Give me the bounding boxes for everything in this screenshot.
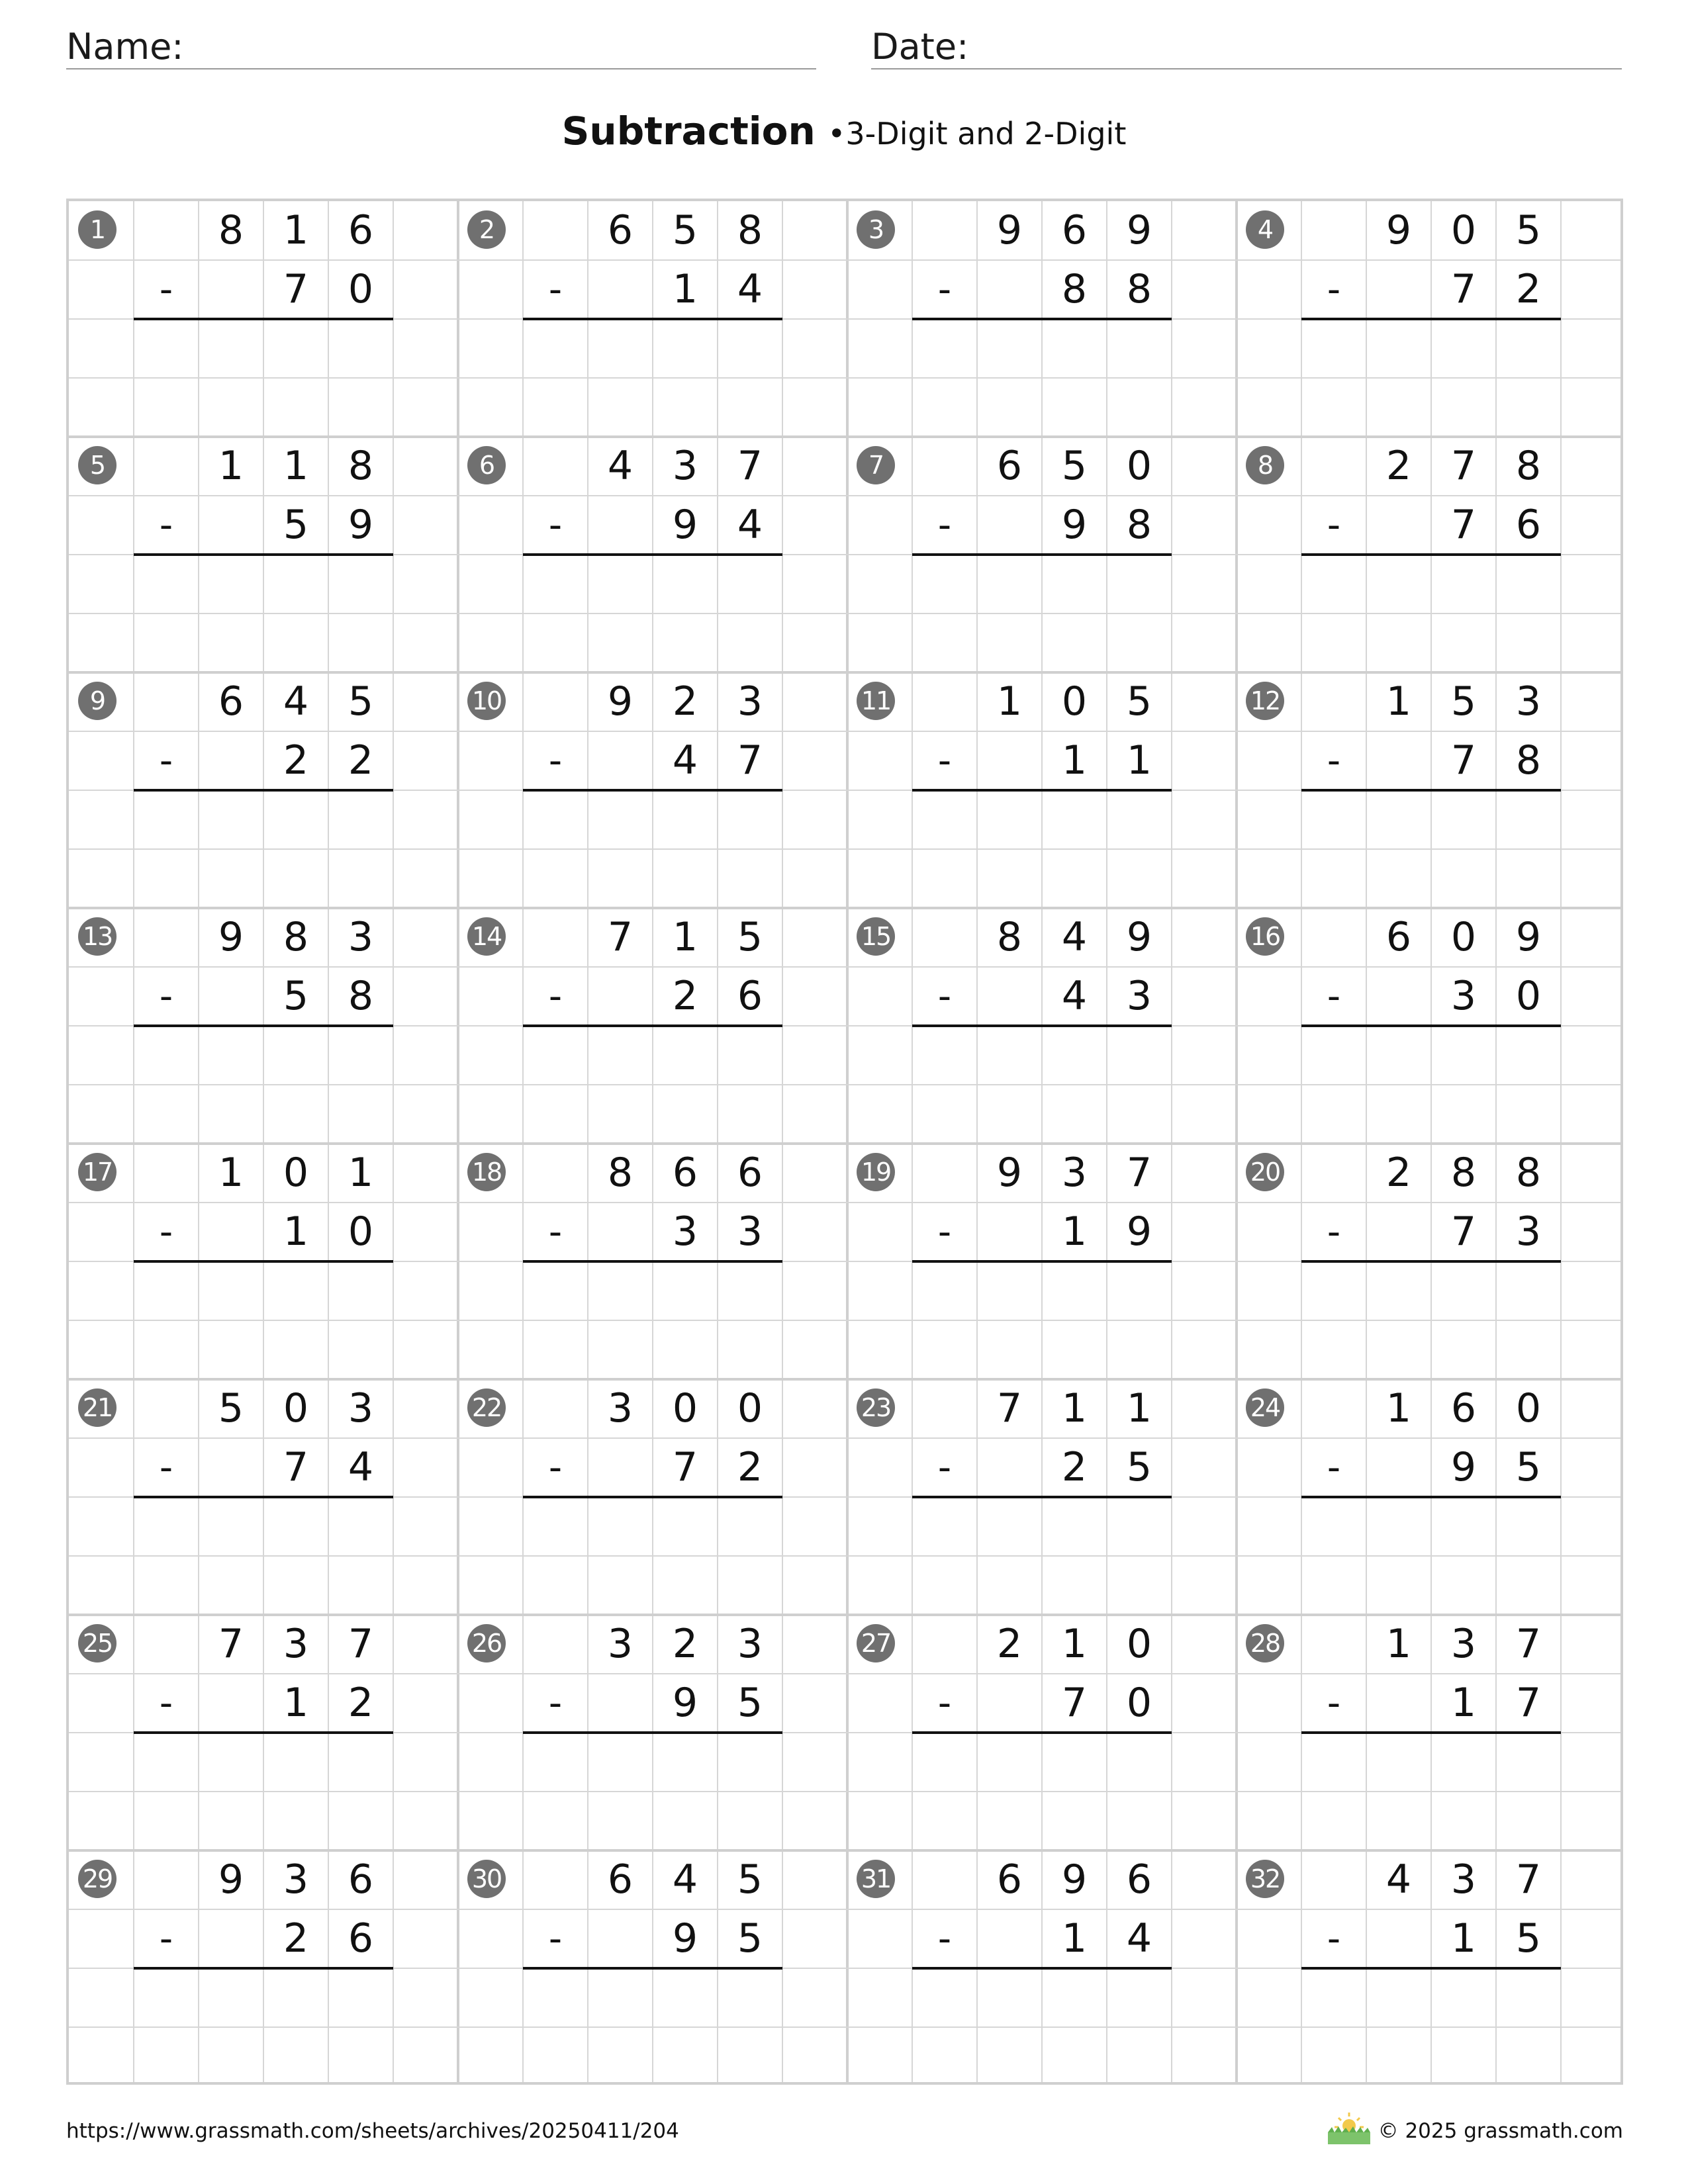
subtrahend-digit: 5: [1126, 1444, 1152, 1490]
answer-area[interactable]: [912, 1733, 1172, 1792]
grid-line-vertical: [457, 201, 459, 2082]
minuend-digit: 6: [672, 1150, 698, 1196]
minuend-digit: 8: [348, 443, 374, 489]
subtrahend-digit: 5: [737, 1680, 763, 1726]
minuend-digit: 0: [1126, 443, 1152, 489]
subtrahend-digit: 9: [1061, 502, 1088, 548]
subtrahend-digit: 8: [1126, 502, 1152, 548]
minus-sign: -: [1327, 268, 1341, 311]
minuend-digit: 3: [283, 1856, 309, 1903]
minuend-digit: 1: [1385, 678, 1412, 725]
problem-number-badge: 13: [78, 917, 117, 956]
minuend-digit: 8: [1515, 443, 1542, 489]
problem-number-badge: 23: [857, 1388, 895, 1427]
answer-area[interactable]: [134, 1968, 393, 2027]
minuend-digit: 6: [1126, 1856, 1152, 1903]
minuend-digit: 5: [737, 1856, 763, 1903]
problem-number-badge: 20: [1246, 1153, 1284, 1191]
problem-number-badge: 7: [857, 446, 895, 484]
minus-sign: -: [937, 504, 952, 547]
answer-area[interactable]: [134, 1733, 393, 1792]
minus-sign: -: [1327, 1446, 1341, 1489]
answer-area[interactable]: [912, 1968, 1172, 2027]
minuend-digit: 3: [348, 914, 374, 960]
subtrahend-digit: 3: [1450, 973, 1477, 1019]
minuend-digit: 3: [1450, 1856, 1477, 1903]
minuend-digit: 6: [1385, 914, 1412, 960]
minuend-digit: 2: [996, 1621, 1023, 1667]
minuend-digit: 7: [996, 1385, 1023, 1432]
minuend-digit: 1: [1126, 1385, 1152, 1432]
subtrahend-digit: 7: [1061, 1680, 1088, 1726]
minuend-digit: 8: [218, 207, 244, 253]
minuend-digit: 4: [1385, 1856, 1412, 1903]
minuend-digit: 1: [1385, 1385, 1412, 1432]
subtrahend-digit: 1: [283, 1680, 309, 1726]
minus-sign: -: [548, 504, 563, 547]
minuend-digit: 1: [1061, 1385, 1088, 1432]
subtrahend-digit: 4: [1061, 973, 1088, 1019]
subtrahend-digit: 7: [1450, 1208, 1477, 1255]
minus-sign: -: [1327, 975, 1341, 1018]
subtrahend-digit: 2: [283, 1915, 309, 1962]
minuend-digit: 5: [1450, 678, 1477, 725]
subtrahend-digit: 1: [1126, 737, 1152, 784]
answer-area[interactable]: [1301, 1026, 1561, 1085]
subtrahend-digit: 0: [348, 266, 374, 312]
answer-area[interactable]: [912, 1026, 1172, 1085]
subtrahend-digit: 7: [1450, 266, 1477, 312]
minuend-digit: 3: [737, 1621, 763, 1667]
minuend-digit: 7: [348, 1621, 374, 1667]
minuend-digit: 9: [218, 1856, 244, 1903]
name-label: Name:: [66, 26, 184, 68]
minuend-digit: 9: [996, 207, 1023, 253]
minus-sign: -: [159, 504, 173, 547]
minuend-digit: 3: [1061, 1150, 1088, 1196]
answer-area[interactable]: [523, 555, 782, 614]
minuend-digit: 1: [1061, 1621, 1088, 1667]
problem-number-badge: 22: [467, 1388, 506, 1427]
minuend-digit: 6: [348, 207, 374, 253]
minuend-digit: 0: [283, 1150, 309, 1196]
minuend-digit: 0: [283, 1385, 309, 1432]
minuend-digit: 4: [283, 678, 309, 725]
answer-area[interactable]: [134, 1497, 393, 1556]
minuend-digit: 8: [283, 914, 309, 960]
minuend-digit: 9: [1126, 207, 1152, 253]
subtrahend-digit: 2: [737, 1444, 763, 1490]
subtrahend-digit: 2: [283, 737, 309, 784]
answer-area[interactable]: [523, 1026, 782, 1085]
minuend-digit: 4: [672, 1856, 698, 1903]
answer-area[interactable]: [912, 555, 1172, 614]
minuend-digit: 5: [1061, 443, 1088, 489]
name-field-line[interactable]: [66, 68, 816, 69]
answer-area[interactable]: [523, 319, 782, 378]
subtrahend-digit: 0: [1126, 1680, 1152, 1726]
answer-area[interactable]: [134, 1261, 393, 1320]
minuend-digit: 1: [1385, 1621, 1412, 1667]
minuend-digit: 1: [283, 207, 309, 253]
grid-line-vertical: [912, 201, 913, 2082]
subtrahend-digit: 5: [1515, 1444, 1542, 1490]
subtrahend-digit: 8: [348, 973, 374, 1019]
minuend-digit: 3: [348, 1385, 374, 1432]
title-subtitle: 3-Digit and 2-Digit: [845, 116, 1127, 152]
minuend-digit: 7: [737, 443, 763, 489]
subtrahend-digit: 4: [737, 502, 763, 548]
answer-area[interactable]: [1301, 790, 1561, 849]
answer-area[interactable]: [523, 1733, 782, 1792]
answer-area[interactable]: [1301, 1968, 1561, 2027]
minuend-digit: 2: [672, 678, 698, 725]
subtrahend-digit: 9: [672, 1915, 698, 1962]
subtrahend-digit: 0: [348, 1208, 374, 1255]
subtrahend-digit: 4: [737, 266, 763, 312]
minus-sign: -: [548, 1446, 563, 1489]
minuend-digit: 6: [348, 1856, 374, 1903]
problem-number-badge: 12: [1246, 682, 1284, 720]
problem-number-badge: 5: [78, 446, 117, 484]
answer-area[interactable]: [1301, 1261, 1561, 1320]
minuend-digit: 8: [1515, 1150, 1542, 1196]
minuend-digit: 5: [1126, 678, 1152, 725]
subtrahend-digit: 7: [737, 737, 763, 784]
subtrahend-digit: 7: [1450, 737, 1477, 784]
minuend-digit: 6: [218, 678, 244, 725]
subtrahend-digit: 5: [283, 973, 309, 1019]
subtrahend-digit: 8: [1126, 266, 1152, 312]
minuend-digit: 7: [607, 914, 633, 960]
minuend-digit: 8: [607, 1150, 633, 1196]
worksheet-title: [0, 105, 1688, 160]
problem-number-badge: 25: [78, 1624, 117, 1662]
answer-area[interactable]: [523, 1497, 782, 1556]
minuend-digit: 0: [672, 1385, 698, 1432]
minuend-digit: 6: [1450, 1385, 1477, 1432]
minus-sign: -: [1327, 739, 1341, 782]
problem-number-badge: 3: [857, 210, 895, 249]
subtrahend-digit: 5: [1515, 1915, 1542, 1962]
grid-line-vertical: [1301, 201, 1302, 2082]
minuend-digit: 9: [996, 1150, 1023, 1196]
minuend-digit: 0: [737, 1385, 763, 1432]
answer-area[interactable]: [134, 790, 393, 849]
minuend-digit: 1: [348, 1150, 374, 1196]
minuend-digit: 1: [218, 443, 244, 489]
answer-area[interactable]: [134, 319, 393, 378]
minus-sign: -: [937, 268, 952, 311]
minus-sign: -: [159, 1210, 173, 1253]
minuend-digit: 9: [607, 678, 633, 725]
problem-number-badge: 11: [857, 682, 895, 720]
minuend-digit: 0: [1450, 914, 1477, 960]
minuend-digit: 3: [283, 1621, 309, 1667]
subtrahend-digit: 5: [283, 502, 309, 548]
minus-sign: -: [937, 739, 952, 782]
minuend-digit: 9: [1126, 914, 1152, 960]
subtrahend-digit: 3: [1126, 973, 1152, 1019]
answer-area[interactable]: [1301, 319, 1561, 378]
minus-sign: -: [159, 268, 173, 311]
problem-number-badge: 19: [857, 1153, 895, 1191]
minuend-digit: 1: [672, 914, 698, 960]
problem-number-badge: 27: [857, 1624, 895, 1662]
grass-sun-logo-icon: [1325, 2109, 1373, 2147]
minus-sign: -: [1327, 1682, 1341, 1725]
subtrahend-digit: 8: [1515, 737, 1542, 784]
subtrahend-digit: 2: [348, 1680, 374, 1726]
minus-sign: -: [1327, 504, 1341, 547]
minus-sign: -: [159, 1446, 173, 1489]
subtrahend-digit: 6: [737, 973, 763, 1019]
subtrahend-digit: 1: [1061, 1208, 1088, 1255]
problem-number-badge: 24: [1246, 1388, 1284, 1427]
problem-number-badge: 8: [1246, 446, 1284, 484]
grid-line-vertical: [846, 201, 849, 2082]
minus-sign: -: [159, 1682, 173, 1725]
minuend-digit: 6: [607, 207, 633, 253]
minuend-digit: 4: [607, 443, 633, 489]
subtrahend-digit: 3: [1515, 1208, 1542, 1255]
problem-number-badge: 14: [467, 917, 506, 956]
answer-area[interactable]: [912, 319, 1172, 378]
minuend-digit: 3: [737, 678, 763, 725]
problem-number-badge: 29: [78, 1860, 117, 1898]
subtrahend-digit: 1: [1061, 737, 1088, 784]
problem-number-badge: 6: [467, 446, 506, 484]
minuend-digit: 1: [283, 443, 309, 489]
minus-sign: -: [159, 975, 173, 1018]
minus-sign: -: [1327, 1210, 1341, 1253]
minuend-digit: 8: [1450, 1150, 1477, 1196]
minuend-digit: 7: [1515, 1621, 1542, 1667]
subtrahend-digit: 2: [672, 973, 698, 1019]
title-main: Subtraction: [561, 109, 816, 154]
minuend-digit: 3: [607, 1621, 633, 1667]
minuend-digit: 3: [1515, 678, 1542, 725]
minus-sign: -: [159, 1917, 173, 1960]
problem-number-badge: 32: [1246, 1860, 1284, 1898]
problem-number-badge: 28: [1246, 1624, 1284, 1662]
problem-number-badge: 31: [857, 1860, 895, 1898]
problem-number-badge: 1: [78, 210, 117, 249]
answer-area[interactable]: [523, 1968, 782, 2027]
answer-area[interactable]: [912, 1261, 1172, 1320]
subtrahend-digit: 9: [672, 1680, 698, 1726]
problem-number-badge: 2: [467, 210, 506, 249]
minuend-digit: 9: [218, 914, 244, 960]
problem-number-badge: 21: [78, 1388, 117, 1427]
answer-area[interactable]: [523, 1261, 782, 1320]
minuend-digit: 5: [1515, 207, 1542, 253]
problem-number-badge: 26: [467, 1624, 506, 1662]
minus-sign: -: [548, 268, 563, 311]
subtrahend-digit: 6: [348, 1915, 374, 1962]
problem-number-badge: 16: [1246, 917, 1284, 956]
footer-copyright: © 2025 grassmath.com: [1378, 2119, 1623, 2143]
minuend-digit: 8: [996, 914, 1023, 960]
subtrahend-digit: 1: [1450, 1680, 1477, 1726]
subtrahend-digit: 9: [672, 502, 698, 548]
minuend-digit: 6: [607, 1856, 633, 1903]
subtrahend-digit: 7: [672, 1444, 698, 1490]
minus-sign: -: [548, 1917, 563, 1960]
minuend-digit: 6: [1061, 207, 1088, 253]
date-label: Date:: [871, 26, 969, 68]
minuend-digit: 3: [1450, 1621, 1477, 1667]
minus-sign: -: [159, 739, 173, 782]
subtrahend-digit: 1: [1061, 1915, 1088, 1962]
subtrahend-digit: 9: [1450, 1444, 1477, 1490]
minus-sign: -: [548, 1682, 563, 1725]
minuend-digit: 0: [1515, 1385, 1542, 1432]
minuend-digit: 2: [1385, 1150, 1412, 1196]
problem-number-badge: 10: [467, 682, 506, 720]
minuend-digit: 5: [348, 678, 374, 725]
minus-sign: -: [937, 1917, 952, 1960]
answer-area[interactable]: [912, 1497, 1172, 1556]
minuend-digit: 1: [996, 678, 1023, 725]
grid-line-vertical: [133, 201, 134, 2082]
problem-number-badge: 18: [467, 1153, 506, 1191]
minuend-digit: 0: [1126, 1621, 1152, 1667]
minuend-digit: 9: [1061, 1856, 1088, 1903]
problem-number-badge: 9: [78, 682, 117, 720]
answer-area[interactable]: [1301, 1497, 1561, 1556]
answer-area[interactable]: [912, 790, 1172, 849]
subtrahend-digit: 4: [672, 737, 698, 784]
minuend-digit: 6: [737, 1150, 763, 1196]
minuend-digit: 5: [218, 1385, 244, 1432]
minuend-digit: 4: [1061, 914, 1088, 960]
subtrahend-digit: 8: [1061, 266, 1088, 312]
footer-url: https://www.grassmath.com/sheets/archives/20250411/204: [66, 2119, 679, 2143]
date-field-line[interactable]: [871, 68, 1622, 69]
problem-number-badge: 17: [78, 1153, 117, 1191]
subtrahend-digit: 7: [1515, 1680, 1542, 1726]
subtrahend-digit: 0: [1515, 973, 1542, 1019]
subtrahend-digit: 7: [1450, 502, 1477, 548]
problem-number-badge: 15: [857, 917, 895, 956]
subtrahend-digit: 1: [1450, 1915, 1477, 1962]
subtrahend-digit: 7: [283, 266, 309, 312]
subtrahend-digit: 4: [348, 1444, 374, 1490]
subtrahend-digit: 6: [1515, 502, 1542, 548]
minuend-digit: 7: [1515, 1856, 1542, 1903]
problem-grid: [66, 199, 1623, 2085]
minuend-digit: 0: [1061, 678, 1088, 725]
answer-area[interactable]: [1301, 555, 1561, 614]
answer-area[interactable]: [523, 790, 782, 849]
minus-sign: -: [548, 739, 563, 782]
minuend-digit: 9: [1515, 914, 1542, 960]
subtrahend-digit: 9: [348, 502, 374, 548]
minuend-digit: 3: [672, 443, 698, 489]
answer-area[interactable]: [1301, 1733, 1561, 1792]
subtrahend-digit: 3: [672, 1208, 698, 1255]
minus-sign: -: [937, 1682, 952, 1725]
subtrahend-digit: 2: [1515, 266, 1542, 312]
minus-sign: -: [548, 1210, 563, 1253]
minus-sign: -: [937, 1210, 952, 1253]
minuend-digit: 3: [607, 1385, 633, 1432]
minus-sign: -: [937, 975, 952, 1018]
minuend-digit: 2: [1385, 443, 1412, 489]
problem-number-badge: 4: [1246, 210, 1284, 249]
minuend-digit: 9: [1385, 207, 1412, 253]
minus-sign: -: [548, 975, 563, 1018]
subtrahend-digit: 4: [1126, 1915, 1152, 1962]
subtrahend-digit: 2: [348, 737, 374, 784]
subtrahend-digit: 1: [672, 266, 698, 312]
minus-sign: -: [937, 1446, 952, 1489]
minuend-digit: 8: [737, 207, 763, 253]
minuend-digit: 2: [672, 1621, 698, 1667]
subtrahend-digit: 1: [283, 1208, 309, 1255]
subtrahend-digit: 7: [283, 1444, 309, 1490]
subtrahend-digit: 9: [1126, 1208, 1152, 1255]
grid-line-vertical: [522, 201, 524, 2082]
grid-line-vertical: [1235, 201, 1238, 2082]
minuend-digit: 5: [672, 207, 698, 253]
title-bullet: •: [827, 116, 846, 152]
minuend-digit: 7: [1450, 443, 1477, 489]
minuend-digit: 1: [218, 1150, 244, 1196]
subtrahend-digit: 3: [737, 1208, 763, 1255]
minuend-digit: 5: [737, 914, 763, 960]
minus-sign: -: [1327, 1917, 1341, 1960]
subtrahend-digit: 2: [1061, 1444, 1088, 1490]
minuend-digit: 6: [996, 443, 1023, 489]
subtrahend-digit: 5: [737, 1915, 763, 1962]
problem-number-badge: 30: [467, 1860, 506, 1898]
minuend-digit: 7: [218, 1621, 244, 1667]
answer-area[interactable]: [134, 555, 393, 614]
answer-area[interactable]: [134, 1026, 393, 1085]
minuend-digit: 6: [996, 1856, 1023, 1903]
minuend-digit: 7: [1126, 1150, 1152, 1196]
minuend-digit: 0: [1450, 207, 1477, 253]
